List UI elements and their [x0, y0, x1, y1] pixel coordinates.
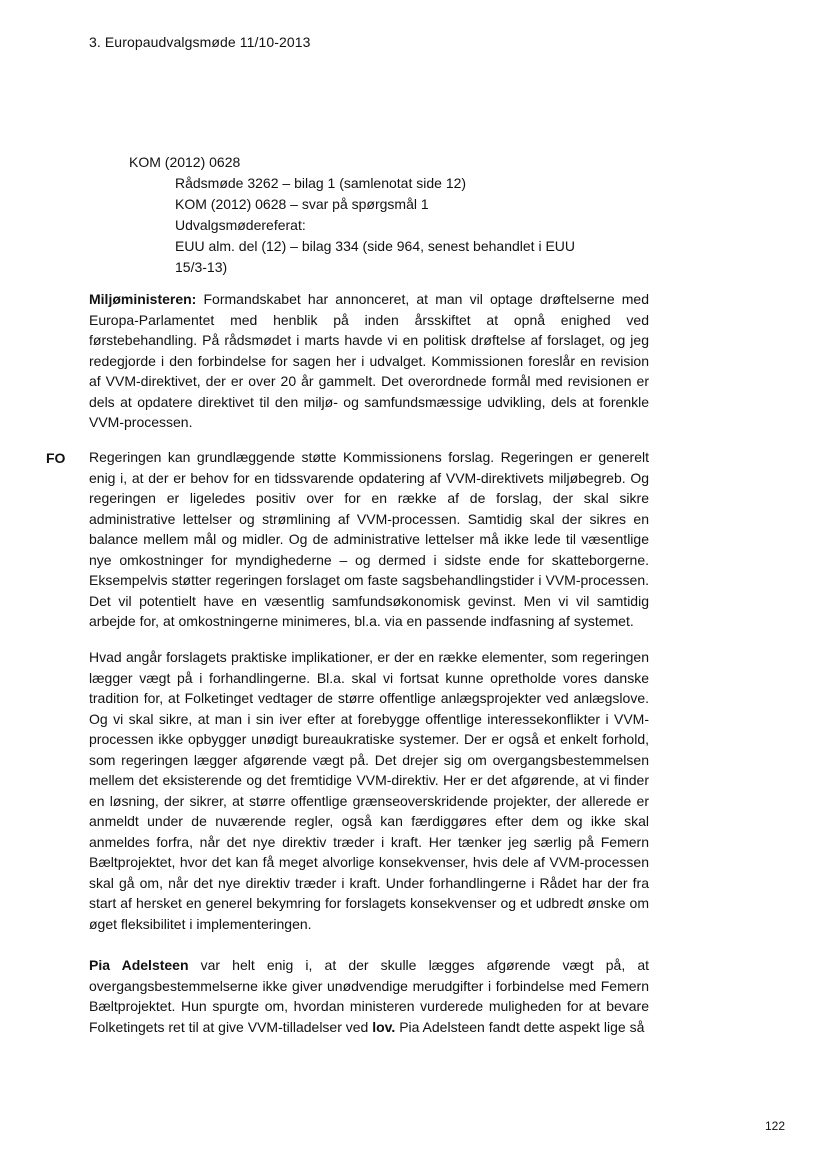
- reference-item-text: Rådsmøde 3262 – bilag 1 (samlenotat side 12): [175, 175, 467, 191]
- speaker-name: Pia Adelsteen: [89, 957, 189, 973]
- paragraph-text: Pia Adelsteen fandt dette aspekt lige så: [395, 1018, 645, 1035]
- paragraph-text: Hvad angår forslagets praktiske implikationer, er der en række elementer, som regeringen lægger vægt på i forhandlingerne. Bl.a. skal vi fortsat kunne opretholde vores danske tradition for, at Folketinget vedtager de større offentlige anlægsprojekter ved anlægslove. Og vi skal sikre, at man i sin iver efter at forebygge offentlige interessekonflikter i VVM-processen ikke opbygger unødigt bureaukratiske systemer. Der er også et enkelt forhold, som regeringen lægger afgørende vægt på. Det drejer sig om overgangsbestemmelsen mellem det eksisterende og det fremtidige VVM-direktiv. Her er det afgørende, at vi finder en løsning, der sikrer, at større offentlige grænseoverskridende projekter, der allerede er anmeldt under de nuværende regler, også kan færdiggøres efter dem og ikke skal anmeldes forfra, når det nye direktiv træder i kraft. Her tænker jeg særlig på Femern Bæltprojektet, hvor det kan få meget alvorlige konsekvenser, hvis dele af VVM-processen skal gå om, når det nye direktiv træder i kraft. Under forhandlingerne i Rådet har der fra start af hersket en generel bekymring for forslagets konsekvenser og et udbredt ønske om øget fleksibilitet i implementeringen.: [89, 649, 649, 932]
- margin-mark: FO: [46, 450, 66, 466]
- reference-main: KOM (2012) 0628: [129, 154, 241, 170]
- paragraph-text: var helt enig i, at der skulle lægges afgørende vægt på, at overgangsbestemmelserne ikke giver unødvendige merudgifter i forbindelse med Femern Bæltprojektet. Hun spurgte om, hvordan ministeren vurderede muligheden for at bevare Folketingets ret til at give VVM-tilladelser ved: [89, 957, 649, 1035]
- reference-block: [129, 152, 595, 278]
- paragraph-pia-adelsteen: [89, 955, 649, 1037]
- paragraph-minister: [89, 289, 649, 433]
- reference-item-text: KOM (2012) 0628 – svar på spørgsmål 1: [175, 196, 429, 212]
- reference-item-text: EUU alm. del (12) – bilag 334 (side 964, senest behandlet i EUU 15/3-13): [175, 238, 575, 275]
- page-header: 3. Europaudvalgsmøde 11/10-2013: [89, 34, 311, 50]
- emphasized-word: lov.: [372, 1018, 396, 1035]
- reference-item: [129, 236, 595, 278]
- reference-item: [129, 215, 595, 236]
- paragraph-government-position: [89, 447, 649, 632]
- paragraph-text: Formandskabet har annonceret, at man vil optage drøftelserne med Europa-Parlamentet med henblik på inden årsskiftet at opnå enighed ved førstebehandling. På rådsmødet i marts havde vi en politisk drøftelse af forslaget, og jeg redegjorde i den forbindelse for sagen her i udvalget. Kommissionen foreslår en revision af VVM-direktivet, der er over 20 år gammelt. Det overordnede formål med revisionen er dels at opdatere direktivet til den miljø- og samfundsmæssige udvikling, dels at forenkle VVM-processen.: [89, 291, 649, 430]
- paragraph-implications: [89, 647, 649, 934]
- paragraph-text: Regeringen kan grundlæggende støtte Kommissionens forslag. Regeringen er generelt enig i, at der er behov for en tidssvarende opdatering af VVM-direktivets miljøbegreb. Og regeringen er ligeledes positiv over for en række af de forslag, der skal sikre administrative lettelser og strømlining af VVM-processen. Samtidig skal der sikres en balance mellem mål og midler. Og de administrative lettelser må ikke lede til væsentlige nye omkostninger for myndighederne – og dermed i sidste ende for skatteborgerne. Eksempelvis støtter regeringen forslaget om faste sagsbehandlingstider i VVM-processen. Det vil potentielt have en væsentlig samfundsøkonomisk gevinst. Men vi vil samtidig arbejde for, at omkostningerne minimeres, bl.a. via en passende indfasning af systemet.: [89, 449, 649, 629]
- reference-item-text: Udvalgsmødereferat:: [175, 217, 306, 233]
- reference-item: [129, 194, 595, 215]
- reference-item: [129, 173, 595, 194]
- speaker-name: Miljøministeren:: [89, 291, 197, 307]
- page-number: 122: [764, 1119, 785, 1133]
